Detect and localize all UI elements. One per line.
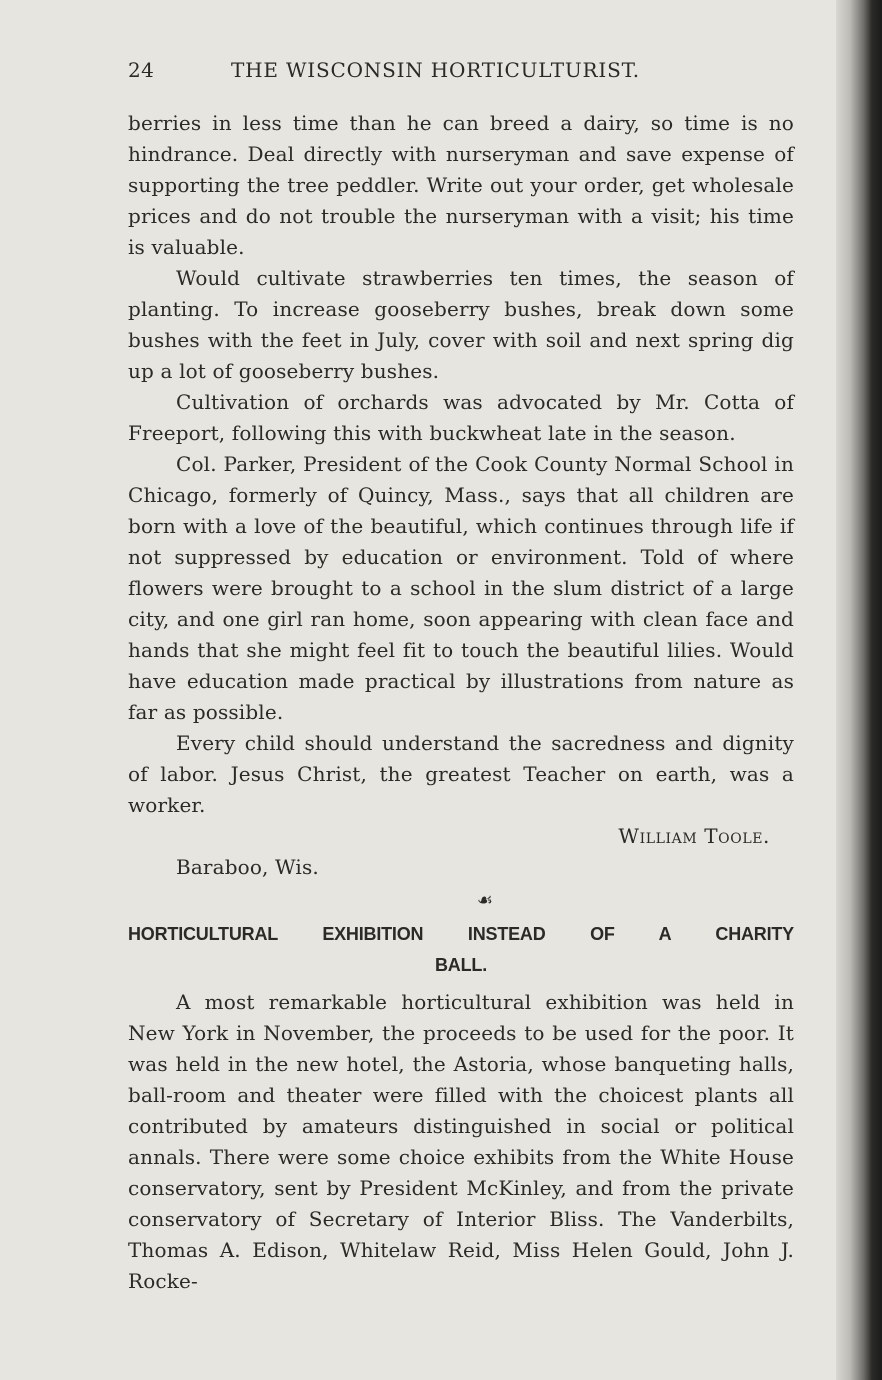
running-title: THE WISCONSIN HORTICULTURIST. (231, 58, 640, 82)
author-signature: William Toole. (618, 824, 770, 848)
section-ornament-icon: ☙ (476, 890, 494, 911)
article1-paragraph-5: Every child should understand the sacredness and dignity of labor. Jesus Christ, the greatest Teacher on earth, was a worker. (128, 731, 794, 817)
page-body (128, 108, 794, 1297)
book-binding-shadow (836, 0, 882, 1380)
article2-heading-line-2: BALL. (435, 955, 487, 975)
author-location: Baraboo, Wis. (176, 855, 319, 879)
article2-heading (128, 919, 794, 981)
article1-paragraph-3: Cultivation of orchards was advocated by Mr. Cotta of Freeport, following this with buckwheat late in the season. (128, 390, 794, 445)
article2-heading-line-1: HORTICULTURAL EXHIBITION INSTEAD OF A CHARITY (128, 924, 794, 944)
page-number: 24 (128, 58, 155, 82)
article1-paragraph-4: Col. Parker, President of the Cook County Normal School in Chicago, formerly of Quincy, Mass., says that all children are born with a love of the beautiful, which continues through life if not suppressed by education or environment. Told of where flowers were brought to a school in the slum district of a large city, and one girl ran home, soon appearing with clean face and hands that she might feel fit to touch the beautiful lilies. Would have education made practical by illustrations from nature as far as possible. (128, 452, 794, 724)
article2-paragraph-1: A most remarkable horticultural exhibition was held in New York in November, the proceeds to be used for the poor. It was held in the new hotel, the Astoria, whose banqueting halls, ball-room and theater were filled with the choicest plants all contributed by amateurs distinguished in social or political annals. There were some choice exhibits from the White House conservatory, sent by President McKinley, and from the private conservatory of Secretary of Interior Bliss. The Vanderbilts, Thomas A. Edison, Whitelaw Reid, Miss Helen Gould, John J. Rocke- (128, 990, 794, 1293)
article1-paragraph-1: berries in less time than he can breed a dairy, so time is no hindrance. Deal directly with nurseryman and save expense of supporting the tree peddler. Write out your order, get wholesale prices and do not trouble the nurseryman with a visit; his time is valuable. (128, 111, 794, 259)
article1-paragraph-2: Would cultivate strawberries ten times, the season of planting. To increase gooseberry bushes, break down some bushes with the feet in July, cover with soil and next spring dig up a lot of gooseberry bushes. (128, 266, 794, 383)
